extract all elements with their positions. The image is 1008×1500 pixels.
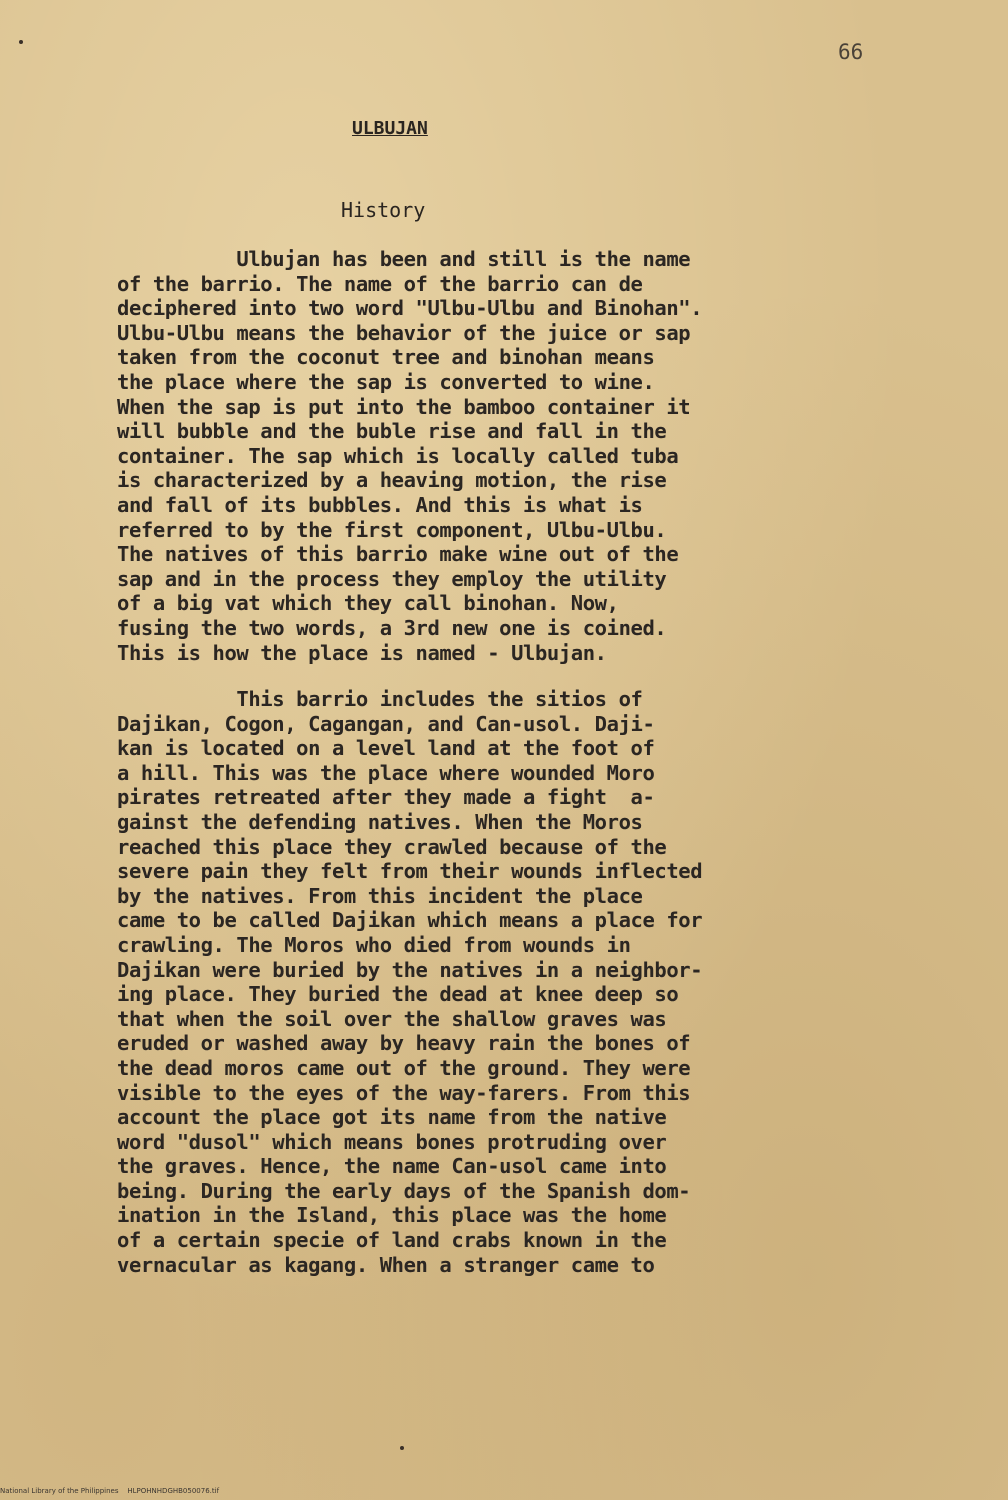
text-line: Ulbujan has been and still is the name xyxy=(117,247,691,271)
text-line: ination in the Island, this place was the home xyxy=(117,1203,667,1228)
text-line: This barrio includes the sitios of xyxy=(117,687,643,711)
text-line: taken from the coconut tree and binohan means xyxy=(117,345,655,370)
text-line: This is how the place is named - Ulbujan. xyxy=(117,640,607,665)
text-line: The natives of this barrio make wine out of the xyxy=(117,542,679,567)
text-line: vernacular as kagang. When a stranger came to xyxy=(117,1252,655,1277)
paragraph-sitios xyxy=(117,687,857,1277)
text-line: Dajikan were buried by the natives in a neighbor- xyxy=(117,957,703,982)
text-line: the dead moros came out of the ground. They were xyxy=(117,1055,691,1080)
text-line: When the sap is put into the bamboo container it xyxy=(117,394,691,419)
text-line: the graves. Hence, the name Can-usol came into xyxy=(117,1154,667,1179)
text-line: of the barrio. The name of the barrio can de xyxy=(117,271,643,296)
archive-footer: National Library of the Philippines HLPOHNHDGHB050076.tif xyxy=(0,1487,220,1495)
text-line: a hill. This was the place where wounded Moro xyxy=(117,760,655,785)
text-line: by the natives. From this incident the place xyxy=(117,883,643,908)
text-line: severe pain they felt from their wounds inflected xyxy=(117,859,703,884)
text-line: pirates retreated after they made a fight a- xyxy=(117,785,655,810)
text-line: came to be called Dajikan which means a place for xyxy=(117,908,703,933)
text-line: and fall of its bubbles. And this is what is xyxy=(117,492,643,517)
text-line: being. During the early days of the Spanish dom- xyxy=(117,1178,691,1203)
text-line: word "dusol" which means bones protruding over xyxy=(117,1129,667,1154)
paper-speck xyxy=(400,1446,404,1450)
text-line: Ulbu-Ulbu means the behavior of the juice or sap xyxy=(117,320,691,345)
text-line: the place where the sap is converted to wine. xyxy=(117,369,655,394)
text-line: kan is located on a level land at the foot of xyxy=(117,736,655,761)
text-line: deciphered into two word "Ulbu-Ulbu and Binohan". xyxy=(117,296,703,321)
text-line: container. The sap which is locally called tuba xyxy=(117,443,679,468)
text-line: is characterized by a heaving motion, the rise xyxy=(117,468,667,493)
text-line: reached this place they crawled because of the xyxy=(117,834,667,859)
paragraph-history xyxy=(117,247,857,665)
text-line: that when the soil over the shallow graves was xyxy=(117,1006,667,1031)
text-line: gainst the defending natives. When the Moros xyxy=(117,809,643,834)
text-line: crawling. The Moros who died from wounds in xyxy=(117,932,631,957)
section-heading: History xyxy=(341,198,426,222)
text-line: sap and in the process they employ the utility xyxy=(117,566,667,591)
text-line: of a big vat which they call binohan. Now, xyxy=(117,591,619,616)
text-line: visible to the eyes of the way-farers. From this xyxy=(117,1080,691,1105)
page-title: ULBUJAN xyxy=(352,118,428,139)
text-line: fusing the two words, a 3rd new one is coined. xyxy=(117,615,667,640)
text-line: account the place got its name from the native xyxy=(117,1105,667,1130)
text-line: Dajikan, Cogon, Cagangan, and Can-usol. Daji- xyxy=(117,711,655,736)
text-line: will bubble and the buble rise and fall in the xyxy=(117,419,667,444)
text-line: of a certain specie of land crabs known in the xyxy=(117,1228,667,1253)
text-line: ing place. They buried the dead at knee deep so xyxy=(117,982,679,1007)
paper-speck xyxy=(19,40,23,44)
page-number: 66 xyxy=(838,40,864,64)
text-line: eruded or washed away by heavy rain the bones of xyxy=(117,1031,691,1056)
text-line: referred to by the first component, Ulbu-Ulbu. xyxy=(117,517,667,542)
